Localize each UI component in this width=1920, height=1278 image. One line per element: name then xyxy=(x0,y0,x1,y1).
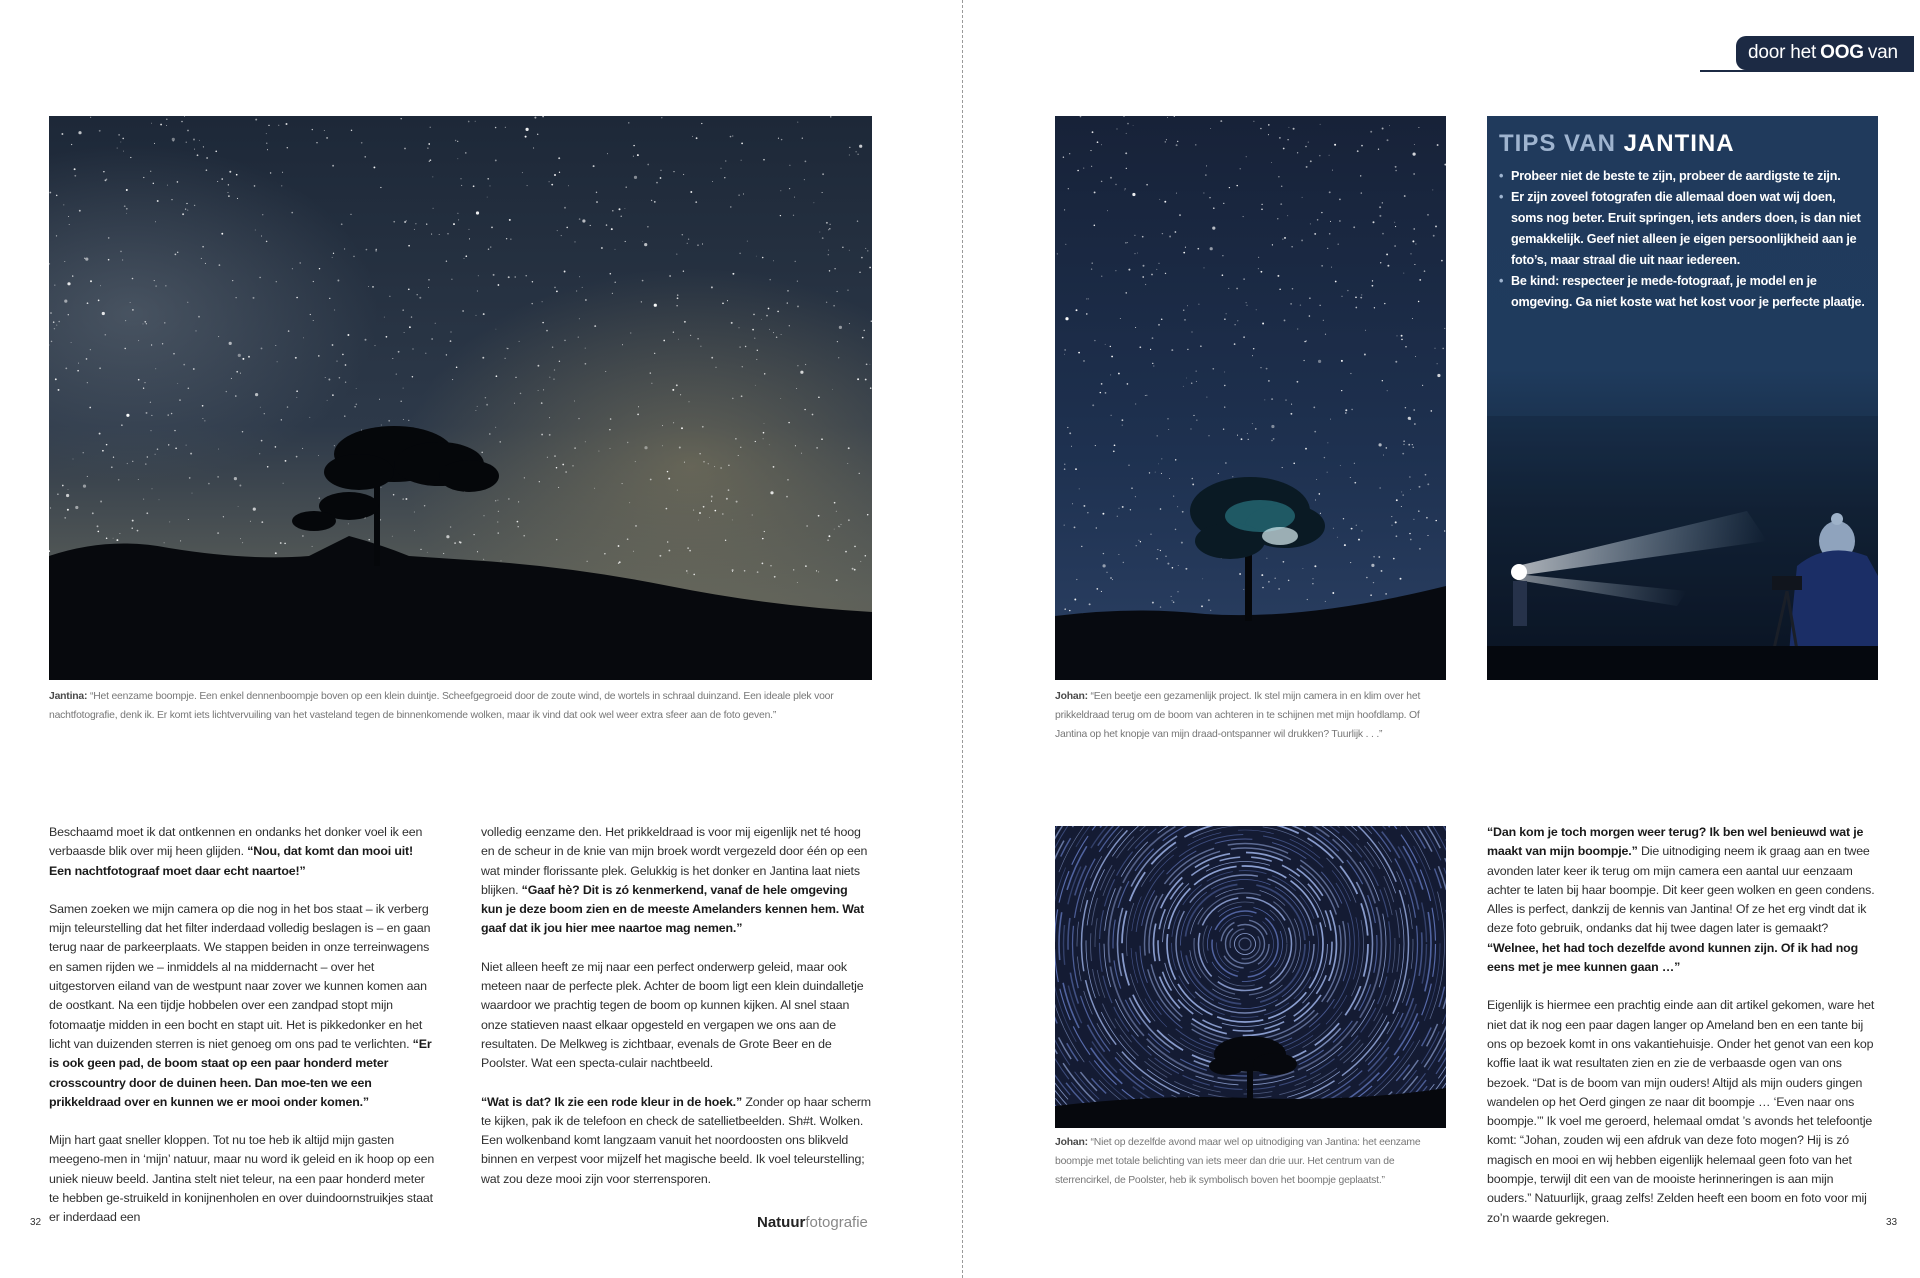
article-column-2 xyxy=(481,823,871,1208)
caption-1-text: “Het eenzame boompje. Een enkel dennenboompje boven op een klein duintje. Scheefgegroeid door de zoute wind, de wortels in schraal duinzand. Een ideale plek voor nachtfotografie, denk ik. Er komt iets lichtvervuiling van het vasteland tegen de binnenkomende wolken, maar ik vind dat ook wel weer extra sfeer aan de foto geven.” xyxy=(49,691,834,721)
paragraph xyxy=(1487,823,1879,977)
photo-photographer-lighthouse xyxy=(1487,416,1878,680)
article-column-3 xyxy=(1487,823,1879,1247)
paragraph xyxy=(49,1131,437,1227)
header-post: van xyxy=(1867,42,1898,63)
text-run: Eigenlijk is hiermee een prachtig einde aan dit artikel gekomen, ware het niet dat ik nog een paar dagen langer op Ameland ben en een tante bij ons op bezoek komt in ons vakantiehuisje. Onder het genot van een kop koffie laat ik wat resultaten zien en zie de verbaasde ogen van ons bezoek. “Dat is de boom van mijn ouders! Altijd als mijn ouders gingen wandelen op het Oerd gingen ze naar dit boompje … ‘Even naar ons boompje.’” Ik voel me geroerd, helemaal omdat ’s avonds het telefoontje komt: “Johan, zouden wij een afdruk van deze foto mogen? Hij is zó magisch en mooi en wij hebben eigenlijk helemaal geen foto van het boompje, terwijl dit een van de mooiste herinneringen is aan mijn ouders.” Natuurlijk, graag zelfs! Zelden heeft een boom en foto voor mij zo’n waarde gekregen. xyxy=(1487,998,1875,1225)
brand-bold: Natuur xyxy=(757,1214,806,1231)
paragraph xyxy=(481,958,871,1074)
tips-box xyxy=(1487,116,1878,680)
text-run: Niet alleen heeft ze mij naar een perfect onderwerp geleid, maar ook meteen naar de perfecte plek. Achter de boom ligt een klein duindalletje waardoor we prachtig tegen de boom op kunnen kijken. Al snel staan onze statieven naast elkaar opgesteld en vergapen we ons aan de resultaten. De Melkweg is zichtbaar, evenals de Grote Beer en de Poolster. Wat een specta-culair nachtbeeld. xyxy=(481,959,864,1071)
tips-list xyxy=(1499,166,1869,313)
text-run: Beschaamd moet ik dat ontkennen en ondanks het donker voel ik een verbaasde blik over mij heen glijden. xyxy=(49,825,423,859)
quote: “Welnee, het had toch dezelfde avond kunnen zijn. Of ik had nog eens met je mee kunnen gaan …” xyxy=(1487,940,1859,975)
page-number-left: 32 xyxy=(30,1217,42,1228)
caption-photo-2 xyxy=(1055,687,1450,744)
caption-2-name: Johan: xyxy=(1055,691,1088,702)
text-run: volledig eenzame den. Het prikkeldraad is voor mij eigenlijk net té hoog en de scheur in de knie van mijn broek wordt vergezeld door één op een wat minder florissante plek. Gelukkig is het donker en Jantina laat niets blijken. xyxy=(481,825,868,897)
caption-2-text: “Een beetje een gezamenlijk project. Ik stel mijn camera in en klim over het prikkeldraad terug om de boom van achteren in te schijnen met mijn hoofdlamp. Of Jantina op het knopje van mijn draad-ontspanner wil drukken? Tuurlijk . . .” xyxy=(1055,691,1421,740)
paragraph xyxy=(481,823,871,939)
paragraph xyxy=(481,1093,871,1189)
tips-title-name: JANTINA xyxy=(1623,130,1735,157)
caption-1-name: Jantina: xyxy=(49,691,88,702)
paragraph xyxy=(49,823,437,881)
photo-star-trails xyxy=(1055,826,1446,1128)
quote: “Er is ook geen pad, de boom staat op een paar honderd meter crosscountry door de duinen heen. Dan moe-ten we een prikkeldraad over en kunnen we er mooi onder komen.” xyxy=(49,1036,432,1109)
text-run: Die uitnodiging neem ik graag aan en twee avonden later keer ik terug om mijn camera een aantal uur eenzaam achter te laten bij haar boompje. Dit keer geen wolken en geen condens. Alles is perfect, dankzij de kennis van Jantina! Of ze het erg vindt dat ik deze foto gebruik, ondanks dat hij twee dagen later is gemaakt? xyxy=(1487,844,1875,936)
page-fold xyxy=(962,0,963,1278)
header-rule xyxy=(1700,70,1914,72)
paragraph xyxy=(1487,996,1879,1228)
caption-photo-1 xyxy=(49,687,872,725)
text-run: Samen zoeken we mijn camera op die nog in het bos staat – ik verberg mijn teleurstelling dat het filter inderdaad volledig beslagen is – en gaan terug naar de parkeerplaats. We stappen beiden in onze terreinwagens en samen rijden we – inmiddels al na middernacht – over het uitgestorven eiland van de westpunt naar zover we kunnen komen aan de oostkant. Na een tijdje hobbelen over een zandpad stopt mijn fotomaatje midden in een bocht en stapt uit. Het is pikkedonker en het licht van duizenden sterren is niet genoeg om ons pad te verlichten. xyxy=(49,901,431,1051)
quote: “Wat is dat? Ik zie een rode kleur in de hoek.” xyxy=(481,1094,743,1109)
text-run: Zonder op haar scherm te kijken, pak ik de telefoon en check de satellietbeelden. Sh#t. Wolken. Een wolkenband komt langzaam vanuit het noordoosten ons blikveld binnen en verpest voor mijzelf het magische beeld. Ik voel teleurstelling; wat zou deze mooi zijn voor sterrensporen. xyxy=(481,1094,871,1186)
tips-title xyxy=(1499,130,1735,158)
quote: “Nou, dat komt dan mooi uit! Een nachtfotograaf moet daar echt naartoe!” xyxy=(49,844,414,878)
quote: “Gaaf hè? Dit is zó kenmerkend, vanaf de hele omgeving kun je deze boom zien en de meeste Amelanders kennen hem. Wat gaaf dat ik jou hier mee naartoe mag nemen.” xyxy=(481,882,865,936)
photo-tree-headlamp xyxy=(1055,116,1446,680)
tips-item: • Be kind: respecteer je mede-fotograaf, je model en je omgeving. Ga niet koste wat het kost voor je perfecte plaatje. xyxy=(1499,271,1869,313)
header-strong: OOG xyxy=(1820,42,1864,63)
caption-3-name: Johan: xyxy=(1055,1137,1088,1148)
text-run: Mijn hart gaat sneller kloppen. Tot nu toe heb ik altijd mijn gasten meegeno-men in ‘mijn’ natuur, maar nu word ik geleid en ik hoop op een uniek nieuw beeld. Jantina stelt niet teleur, na een paar honderd meter te hebben ge-struikeld in konijnenholen en over duindoornstruikjes staat er inderdaad een xyxy=(49,1133,435,1225)
photo-lonely-tree-milkyway xyxy=(49,116,872,680)
article-column-1 xyxy=(49,823,437,1247)
page-number-right: 33 xyxy=(1886,1217,1898,1228)
caption-3-text: “Niet op dezelfde avond maar wel op uitnodiging van Jantina: het eenzame boompje met totale belichting van iets meer dan drie uur. Het centrum van de sterrencirkel, de Poolster, heb ik symbolisch boven het boompje geplaatst.” xyxy=(1055,1137,1421,1186)
brand-light: fotografie xyxy=(805,1214,868,1231)
section-header-tab xyxy=(1736,36,1914,70)
paragraph xyxy=(49,900,437,1112)
caption-photo-3 xyxy=(1055,1133,1450,1190)
header-pre: door het xyxy=(1748,42,1817,63)
quote: “Dan kom je toch morgen weer terug? Ik ben wel benieuwd wat je maakt van mijn boompje.” xyxy=(1487,825,1864,859)
magazine-brand xyxy=(757,1214,868,1231)
tips-item: • Probeer niet de beste te zijn, probeer de aardigste te zijn. xyxy=(1499,166,1869,187)
tips-title-pre: TIPS VAN xyxy=(1499,130,1616,157)
tips-item: • Er zijn zoveel fotografen die allemaal doen wat wij doen, soms nog beter. Eruit springen, iets anders doen, is dan niet gemakkelijk. Geef niet alleen je eigen persoonlijkheid aan je foto’s, maar straal die uit naar iedereen. xyxy=(1499,187,1869,271)
